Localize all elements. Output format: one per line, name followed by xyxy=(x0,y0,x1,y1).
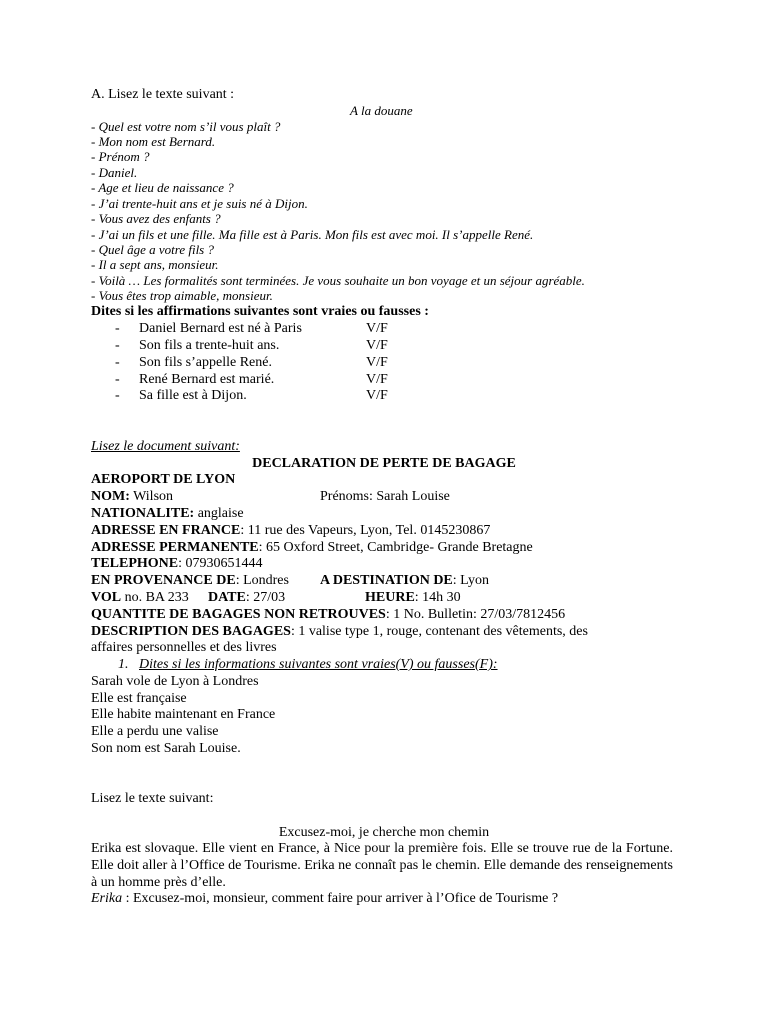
telephone-label: TELEPHONE xyxy=(91,556,179,571)
date-value: : 27/03 xyxy=(245,590,286,605)
nationalite-label: NATIONALITE: xyxy=(91,506,195,521)
speaker-line: : Excusez-moi, monsieur, comment faire pour arriver à l’Ofice de Tourisme ? xyxy=(122,891,559,906)
statement-bullet: - xyxy=(115,388,120,403)
telephone-value: : 07930651444 xyxy=(178,556,263,571)
description-continuation: affaires personnelles et des livres xyxy=(91,640,277,655)
prenoms-row xyxy=(320,490,450,504)
dialogue-row xyxy=(91,892,558,906)
dialogue-line: - Quel est votre nom s’il vous plaît ? xyxy=(91,119,281,134)
heure-row xyxy=(365,591,461,605)
destination-value: : Lyon xyxy=(452,573,489,588)
section-b-title: DECLARATION DE PERTE DE BAGAGE xyxy=(252,456,516,471)
nom-value: Wilson xyxy=(133,489,174,504)
prenoms-label: Prénoms: xyxy=(320,489,373,504)
quantite-value: : 1 No. Bulletin: 27/03/7812456 xyxy=(385,607,566,622)
dialogue-line: - Vous êtes trop aimable, monsieur. xyxy=(91,288,273,303)
section-c-instruction: Lisez le texte suivant: xyxy=(91,791,214,806)
adresse-permanente-row xyxy=(91,541,533,555)
dialogue-line: - Daniel. xyxy=(91,165,138,180)
dialogue-line: - Prénom ? xyxy=(91,149,150,164)
dialogue-line: - Age et lieu de naissance ? xyxy=(91,180,234,195)
list-item: Sarah vole de Lyon à Londres xyxy=(91,674,259,689)
section-a-title: A la douane xyxy=(350,103,413,118)
section-c-paragraph: Erika est slovaque. Elle vient en France, à Nice pour la première fois. Elle se trouve rue de la Fortune. Elle doit aller à l’Office de Tourisme. Erika ne connaît pas le chemin. Elle demande des renseignements à un homme près d’elle. xyxy=(91,841,673,890)
dialogue-line: - Quel âge a votre fils ? xyxy=(91,242,214,257)
dialogue-line: - Mon nom est Bernard. xyxy=(91,134,216,149)
adresse-france-value: : 11 rue des Vapeurs, Lyon, Tel. 0145230867 xyxy=(240,523,491,538)
heure-value: : 14h 30 xyxy=(414,590,461,605)
statement-vf: V/F xyxy=(366,321,388,336)
statement-vf: V/F xyxy=(366,355,388,370)
statement-bullet: - xyxy=(115,321,120,336)
quantite-row xyxy=(91,608,565,622)
date-row xyxy=(208,591,285,605)
vol-value: no. BA 233 xyxy=(124,590,189,605)
statement-text: Sa fille est à Dijon. xyxy=(139,388,247,403)
description-value: : 1 valise type 1, rouge, contenant des vêtements, des xyxy=(290,624,588,639)
airport-name: AEROPORT DE LYON xyxy=(91,472,236,487)
date-label: DATE xyxy=(208,590,246,605)
nationalite-row xyxy=(91,507,244,521)
statement-text: Son fils s’appelle René. xyxy=(139,355,272,370)
statement-bullet: - xyxy=(115,338,120,353)
section-b-instruction: Lisez le document suivant: xyxy=(91,439,240,454)
nationalite-value: anglaise xyxy=(197,506,244,521)
dialogue-line: - Il a sept ans, monsieur. xyxy=(91,257,219,272)
statement-bullet: - xyxy=(115,372,120,387)
section-a-instruction: A. Lisez le texte suivant : xyxy=(91,87,235,102)
prenoms-value: Sarah Louise xyxy=(376,489,450,504)
question-number: 1. xyxy=(118,657,129,672)
list-item: Elle est française xyxy=(91,691,187,706)
speaker-name: Erika xyxy=(91,891,123,906)
adresse-france-label: ADRESSE EN FRANCE xyxy=(91,523,241,538)
adresse-permanente-value: : 65 Oxford Street, Cambridge- Grande Bretagne xyxy=(258,540,533,555)
description-label: DESCRIPTION DES BAGAGES xyxy=(91,624,291,639)
description-row xyxy=(91,625,588,639)
vol-label: VOL xyxy=(91,590,122,605)
adresse-france-row xyxy=(91,524,490,538)
heure-label: HEURE xyxy=(365,590,415,605)
destination-row xyxy=(320,574,489,588)
statement-text: René Bernard est marié. xyxy=(139,372,275,387)
statement-bullet: - xyxy=(115,355,120,370)
provenance-row xyxy=(91,574,289,588)
dialogue-line: - Vous avez des enfants ? xyxy=(91,211,221,226)
telephone-row xyxy=(91,557,263,571)
list-item: Son nom est Sarah Louise. xyxy=(91,741,241,756)
statement-vf: V/F xyxy=(366,388,388,403)
list-item: Elle habite maintenant en France xyxy=(91,707,276,722)
statement-vf: V/F xyxy=(366,338,388,353)
list-item: Elle a perdu une valise xyxy=(91,724,219,739)
dialogue-line: - J’ai un fils et une fille. Ma fille est à Paris. Mon fils est avec moi. Il s’appelle René. xyxy=(91,227,534,242)
statement-text: Son fils a trente-huit ans. xyxy=(139,338,280,353)
section-c-title: Excusez-moi, je cherche mon chemin xyxy=(278,825,490,840)
vol-row xyxy=(91,591,189,605)
statement-text: Daniel Bernard est né à Paris xyxy=(139,321,302,336)
section-b-question: Dites si les informations suivantes sont vraies(V) ou fausses(F): xyxy=(139,657,498,672)
nom-label: NOM: xyxy=(91,489,130,504)
dialogue-line: - J’ai trente-huit ans et je suis né à Dijon. xyxy=(91,196,308,211)
provenance-value: : Londres xyxy=(235,573,289,588)
quantite-label: QUANTITE DE BAGAGES NON RETROUVES xyxy=(91,607,386,622)
adresse-permanente-label: ADRESSE PERMANENTE xyxy=(91,540,259,555)
nom-row xyxy=(91,490,173,504)
statement-vf: V/F xyxy=(366,372,388,387)
provenance-label: EN PROVENANCE DE xyxy=(91,573,236,588)
section-a-question-header: Dites si les affirmations suivantes sont vraies ou fausses : xyxy=(91,304,429,319)
dialogue-line: - Voilà … Les formalités sont terminées. Je vous souhaite un bon voyage et un séjour agréable. xyxy=(91,273,585,288)
destination-label: A DESTINATION DE xyxy=(320,573,453,588)
